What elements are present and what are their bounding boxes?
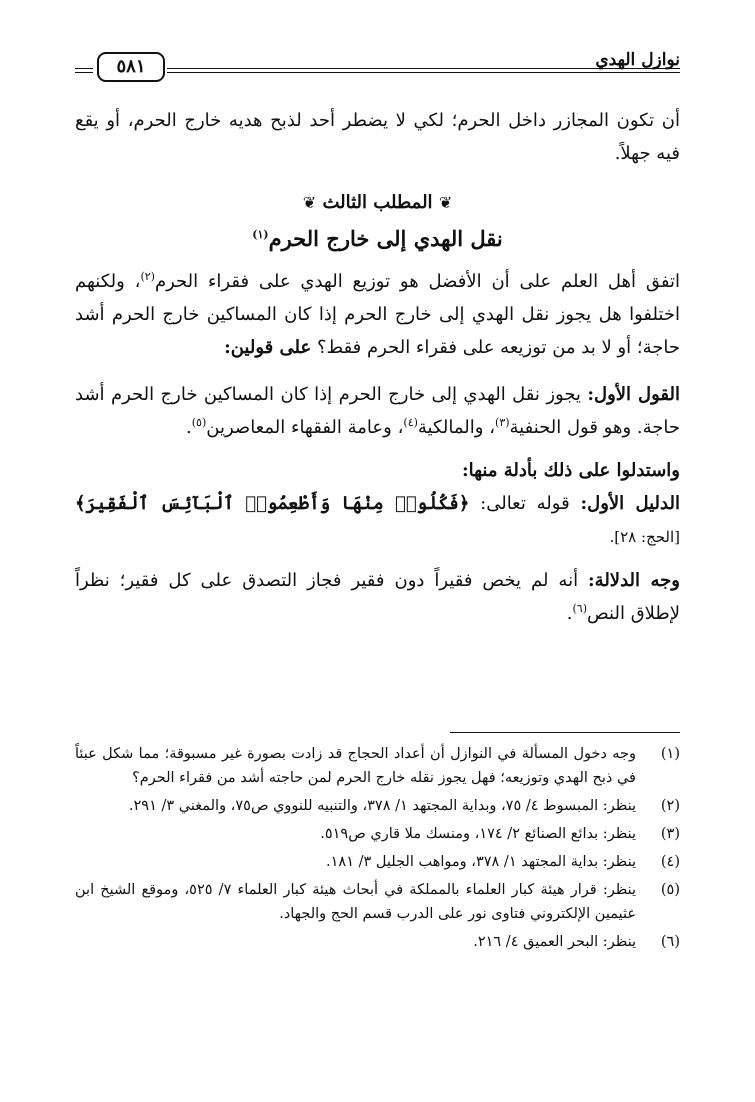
paragraph-first-opinion [75, 378, 680, 444]
footnote-text: وجه دخول المسألة في النوازل أن أعداد الحجاج قد زادت بصورة غير مسبوقة؛ مما شكل عبئاً في ذبح الهدي وتوزيعه؛ فهل يجوز نقله خارج الحرم لمن حاجته أشد من فقراء الحرم؟ [75, 746, 636, 786]
verse-reference: [الحج: ٢٨]. [609, 528, 680, 546]
footnote [75, 930, 680, 954]
text: اتفق أهل العلم على أن الأفضل هو توزيع الهدي على فقراء الحرم [154, 271, 680, 292]
ornament-right-icon: ❦ [438, 193, 453, 212]
footnote-number: (٣) [660, 826, 680, 842]
text: . [566, 603, 573, 624]
text: أنه لم يخص فقيراً دون فقير فجاز التصدق على كل فقير؛ نظراً لإطلاق النص [75, 570, 680, 624]
text: يجوز نقل الهدي إلى خارج الحرم إذا كان المساكين خارج الحرم أشد حاجة. وهو قول الحنفية [75, 384, 680, 438]
footnote-text: ينظر: بدائع الصنائع ٢/ ١٧٤، ومنسك ملا قاري ص٥١٩. [320, 826, 636, 842]
footnote-number: (٤) [660, 854, 680, 870]
footnote-text: ينظر: البحر العميق ٤/ ٢١٦. [473, 934, 636, 950]
footnote-ref: (١) [252, 228, 269, 241]
paragraph-agreement [75, 265, 680, 364]
text: . [186, 417, 192, 438]
footnote-number: (٢) [660, 798, 680, 814]
footnote-number: (١) [660, 746, 680, 762]
footnote [75, 742, 680, 790]
paragraph-first-evidence [75, 487, 680, 554]
footnote-number: (٥) [660, 882, 680, 898]
ornament-left-icon: ❦ [302, 193, 317, 212]
text: قوله تعالى: [480, 493, 570, 514]
footnotes [75, 742, 680, 958]
footnote [75, 878, 680, 926]
text-bold: على قولين: [224, 337, 312, 358]
label-bold: وجه الدلالة: [588, 570, 680, 591]
footnote-number: (٦) [660, 934, 680, 950]
text: ، وعامة الفقهاء المعاصرين [206, 417, 404, 438]
paragraph-inference [75, 564, 680, 630]
footnote-ref: (٤) [403, 416, 418, 429]
section-heading [75, 186, 680, 220]
footnote-ref: (٥) [191, 416, 207, 429]
footnote-text: ينظر: بداية المجتهد ١/ ٣٧٨، ومواهب الجليل ٣/ ١٨١. [326, 854, 636, 870]
text: ، والمالكية [417, 417, 496, 438]
footnote [75, 822, 680, 846]
quran-verse: ﴿فَكُلُوا۟ مِنْهَا وَأَطْعِمُوا۟ ٱلْبَآئِسَ ٱلْفَقِيرَ﴾ [75, 493, 470, 514]
footnote-separator [450, 732, 680, 733]
main-text [75, 104, 680, 630]
label-bold: القول الأول: [587, 384, 680, 405]
page-number-frame [93, 52, 167, 80]
footnote-text: ينظر: قرار هيئة كبار العلماء بالمملكة في أبحاث هيئة كبار العلماء ٧/ ٥٢٥، وموقع الشيخ ابن عثيمين الإلكتروني فتاوى نور على الدرب قسم الحج والجهاد. [75, 882, 637, 922]
page-header [75, 46, 680, 80]
section-heading-text: المطلب الثالث [322, 192, 433, 213]
page-number: ٥٨١ [97, 52, 165, 82]
footnote-ref: (٣) [495, 416, 510, 429]
footnote [75, 850, 680, 874]
footnote-ref: (٢) [140, 270, 155, 283]
topic-title-text: نقل الهدي إلى خارج الحرم [268, 226, 503, 251]
paragraph-evidence-intro: واستدلوا على ذلك بأدلة منها: [461, 460, 680, 481]
footnote-ref: (٦) [572, 602, 587, 615]
running-title: نوازل الهدي [595, 50, 680, 70]
topic-title [75, 222, 680, 255]
footnote [75, 794, 680, 818]
text: ، ولكنهم اختلفوا هل يجوز نقل الهدي إلى خارج الحرم إذا كان المساكين خارج الحرم أشد حاجة؛ أو لا بد من توزيعه على فقراء الحرم فقط؟ [75, 271, 680, 358]
paragraph-intro: أن تكون المجازر داخل الحرم؛ لكي لا يضطر أحد لذبح هديه خارج الحرم، أو يقع فيه جهلاً. [75, 110, 680, 164]
footnote-text: ينظر: المبسوط ٤/ ٧٥، وبداية المجتهد ١/ ٣٧٨، والتنبيه للنووي ص٧٥، والمغني ٣/ ٢٩١. [128, 798, 636, 814]
label-bold: الدليل الأول: [580, 493, 680, 514]
